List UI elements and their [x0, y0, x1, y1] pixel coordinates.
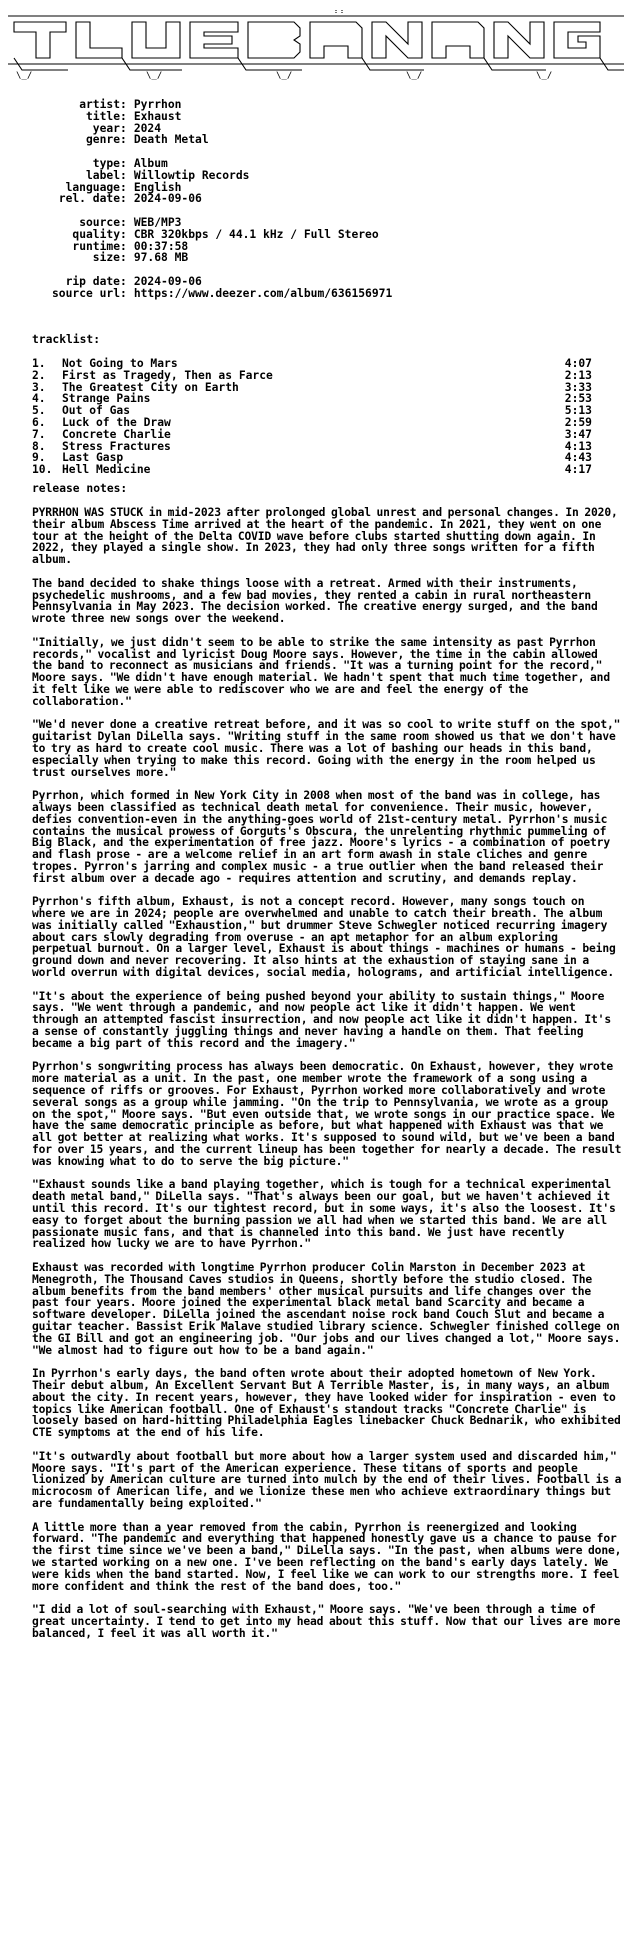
release-notes-title: release notes:	[32, 482, 128, 495]
info-row	[32, 276, 392, 288]
track-number: 2.	[32, 368, 46, 382]
info-row	[32, 217, 392, 229]
track-number: 8.	[32, 439, 46, 453]
info-value: Death Metal	[133, 133, 209, 147]
info-value: Pyrrhon	[133, 98, 182, 111]
info-separator: :	[120, 227, 127, 241]
track-number: 3.	[32, 380, 46, 394]
info-row	[32, 229, 392, 241]
info-key: quality	[72, 227, 120, 241]
notes-paragraph: PYRRHON WAS STUCK in mid-2023 after prolonged global unrest and personal changes. In 2020, their album Abscess Time arrived at the heart of the pandemic. In 2021, they went on one tour at the height of the Delta COVID wave before clubs started shutting down again. In 2022, they played a single show. In 2023, they had only three songs written for a fifth album.	[32, 506, 618, 567]
release-info	[32, 99, 392, 300]
svg-text:\_/: \_/	[536, 71, 553, 80]
notes-paragraph: In Pyrrhon's early days, the band often wrote about their adopted hometown of New York. Their debut album, An Excellent Servant But A Terrible Master, is, in many ways, an album about the city. In recent years, however, they have looked wider for inspiration - even to topics like American football. One of Exhaust's standout tracks "Concrete Charlie" is loosely based on hard-hitting Philadelphia Eagles linebacker Chuck Bednarik, who exhibited CTE symptoms at the end of his life.	[32, 1367, 621, 1440]
track-length: 3:47	[564, 427, 592, 441]
notes-paragraph: A little more than a year removed from the cabin, Pyrrhon is reenergized and looking forward. "The pandemic and everything that happened honestly gave us a chance to pause for the first time since we've been a band," DiLella says. "In the past, when albums were done, we started working on a new one. I've been reflecting on the band's early days lately. We were kids when the band started. Now, I feel like we can work to our strengths more. I feel more confident and think the rest of the band does, too."	[32, 1520, 622, 1593]
notes-paragraph: Pyrrhon's fifth album, Exhaust, is not a concept record. However, many songs touch on where we are in 2024; people are overwhelmed and unable to catch their breath. The album was initially called "Exhaustion," but drummer Steve Schwegler noticed recurring imagery about cars slowly degrading from overuse - an apt metaphor for an album exploring perpetual burnout. On a larger level, Exhaust is about things - machines or humans - being ground down and never recovering. It also hints at the exhaustion of staying sane in a world overrun with digital devices, social media, holograms, and artificial intelligence.	[32, 895, 616, 980]
track-length: 4:17	[564, 463, 592, 477]
info-value: https://www.deezer.com/album/636156971	[133, 286, 393, 300]
notes-paragraph: "Initially, we just didn't seem to be able to strike the same intensity as past Pyrrhon records," vocalist and lyricist Doug Moore says. However, the time in the cabin allowed the band to reconnect as musicians and friends. "It was a turning point for the record," Moore says. "We didn't have enough material. We hadn't spent that much time together, and it felt like we were able to rediscover who we are and feel the energy of the collaboration."	[32, 635, 610, 708]
tracklist	[32, 358, 592, 476]
info-row	[32, 193, 392, 205]
info-separator: :	[120, 109, 127, 123]
notes-paragraph: "It's about the experience of being pushed beyond your ability to sustain things," Moore says. "We went through a pandemic, and now people act like it didn't happen. We went through an attempted fascist insurrection, and now people act like it didn't happen. It's a sense of constantly juggling things and never having a handle on them. That feeling became a big part of this record and the imagery."	[32, 989, 611, 1050]
track-title: First as Tragedy, Then as Farce	[62, 368, 273, 382]
banner-logo	[6, 8, 626, 80]
info-key: genre	[85, 133, 120, 147]
info-row	[32, 158, 392, 170]
info-value: 00:37:58	[133, 239, 189, 253]
track-number: 4.	[32, 392, 46, 406]
track-title: Hell Medicine	[62, 463, 151, 477]
svg-text:\_/: \_/	[276, 71, 293, 80]
notes-paragraph: Pyrrhon, which formed in New York City in 2008 when most of the band was in college, has always been classified as technical death metal for convenience. Their music, however, defies convention-even in the anything-goes world of 21st-century metal. Pyrrhon's music contains the musical prowess of Gorguts's Obscura, the unrelenting rhythmic pummeling of Big Black, and the experimentation of free jazz. Moore's lyrics - a combination of poetry and flash prose - are a welcome relief in an art form awash in stale cliches and genre tropes. Pyrron's jarring and complex music - a true outlier when the band released their first album over a decade ago - requires attention and scrutiny, and demands replay.	[32, 789, 610, 885]
info-row	[32, 288, 392, 300]
info-separator: :	[120, 215, 127, 229]
info-separator: :	[120, 98, 127, 111]
info-key: size	[92, 251, 120, 265]
track-row	[32, 417, 592, 429]
track-title: Concrete Charlie	[62, 427, 171, 441]
track-number: 1.	[32, 357, 46, 370]
info-value: Willowtip Records	[133, 168, 250, 182]
info-separator: :	[120, 286, 127, 300]
info-separator: :	[120, 133, 127, 147]
info-separator: :	[120, 192, 127, 206]
info-value: 2024	[133, 121, 162, 135]
info-key: title	[85, 109, 120, 123]
track-length: 5:13	[564, 404, 592, 418]
info-key: year	[92, 121, 120, 135]
info-row	[32, 241, 392, 253]
notes-paragraph: "Exhaust sounds like a band playing together, which is tough for a technical experimental death metal band," DiLella says. "That's always been our goal, but we haven't achieved it until this record. It's our tightest record, but in some ways, it's also the loosest. It's easy to forget about the burning passion we all had when we started this band. We are all passionate music fans, and that is channeled into this band. We just have recently realized how lucky we are to have Pyrrhon."	[32, 1178, 616, 1251]
info-value: 97.68 MB	[133, 251, 189, 265]
info-key: source url	[51, 286, 120, 300]
info-key: language	[65, 180, 120, 194]
info-key: label	[85, 168, 120, 182]
notes-paragraph: Pyrrhon's songwriting process has always been democratic. On Exhaust, however, they wrote more material as a unit. In the past, one member wrote the framework of a song using a sequence of riffs or grooves. For Exhaust, Pyrrhon worked more collaboratively and wrote several songs as a group while jamming. "On the trip to Pennsylvania, we wrote as a group on the spot," Moore says. "But even outside that, we wrote songs in our practice space. We have the same democratic principle as before, but what happened with Exhaust was that we all got better at realizing what works. It's supposed to sound wild, but we've been a band for over 15 years, and the current lineup has been together for nearly a decade. The result was knowing what to do to serve the big picture."	[32, 1060, 622, 1168]
info-row	[32, 111, 392, 123]
track-number: 6.	[32, 415, 46, 429]
svg-text:\_/: \_/	[146, 71, 163, 80]
svg-text:\_/: \_/	[16, 71, 33, 80]
notes-paragraph: Exhaust was recorded with longtime Pyrrhon producer Colin Marston in December 2023 at Menegroth, The Thousand Caves studios in Queens, shortly before the studio closed. The album benefits from the band members' other musical pursuits and life changes over the past four years. Moore joined the experimental black metal band Scarcity and became a software developer. DiLella joined the ascendant noise rock band Couch Slut and became a guitar teacher. Bassist Erik Malave studied library science. Schwegler finished college on the GI Bill and got an engineering job. "Our jobs and our lives changed a lot," Moore says. "We almost had to figure out how to be a band again."	[32, 1261, 621, 1357]
info-key: runtime	[72, 239, 120, 253]
info-separator: :	[120, 274, 127, 288]
track-title: Strange Pains	[62, 392, 151, 406]
info-separator: :	[120, 180, 127, 194]
info-key: rel. date	[58, 192, 120, 206]
svg-text:\_/: \_/	[406, 71, 423, 80]
info-key: artist	[79, 98, 120, 111]
notes-paragraph: "We'd never done a creative retreat before, and it was so cool to write stuff on the spot," guitarist Dylan DiLella says. "Writing stuff in the same room showed us that we don't have to try as hard to create cool music. There was a lot of bashing our heads in this band, especially when trying to make this record. Going with the energy in the room helped us trust ourselves more."	[32, 718, 621, 779]
track-length: 2:53	[564, 392, 592, 406]
track-row	[32, 429, 592, 441]
info-value: English	[133, 180, 182, 194]
track-title: Last Gasp	[62, 451, 124, 465]
track-length: 3:33	[564, 380, 592, 394]
info-separator: :	[120, 168, 127, 182]
info-value: Album	[133, 156, 168, 170]
track-number: 7.	[32, 427, 46, 441]
info-value: Exhaust	[133, 109, 182, 123]
info-spacer	[32, 146, 392, 158]
release-notes	[32, 507, 622, 1651]
track-length: 4:13	[564, 439, 592, 453]
info-value: WEB/MP3	[133, 215, 182, 229]
tracklist-title: tracklist:	[32, 333, 101, 346]
track-title: Luck of the Draw	[62, 415, 171, 429]
track-length: 4:43	[564, 451, 592, 465]
notes-paragraph: "I did a lot of soul-searching with Exhaust," Moore says. "We've been through a time of great uncertainty. I tend to get into my head about this stuff. Now that our lives are more balanced, I feel it was all worth it."	[32, 1603, 621, 1640]
info-row	[32, 134, 392, 146]
info-separator: :	[120, 251, 127, 265]
track-number: 10.	[32, 463, 53, 477]
track-row	[32, 370, 592, 382]
info-value: 2024-09-06	[133, 274, 202, 288]
info-row	[32, 170, 392, 182]
info-row	[32, 252, 392, 264]
info-separator: :	[120, 239, 127, 253]
track-length: 2:59	[564, 415, 592, 429]
notes-paragraph: The band decided to shake things loose with a retreat. Armed with their instruments, psychedelic mushrooms, and a few bad movies, they rented a cabin in rural northeastern Pennsylvania in May 2023. The decision worked. The creative energy surged, and the band wrote three new songs over the weekend.	[32, 576, 598, 626]
info-key: source	[79, 215, 120, 229]
info-key: rip date	[65, 274, 120, 288]
track-number: 5.	[32, 404, 46, 418]
info-key: type	[92, 156, 120, 170]
info-value: CBR 320kbps / 44.1 kHz / Full Stereo	[133, 227, 379, 241]
track-length: 4:07	[564, 357, 592, 370]
track-title: Not Going to Mars	[62, 357, 178, 370]
notes-paragraph: "It's outwardly about football but more about how a larger system used and discarded him," Moore says. "It's part of the American experience. These titans of sports and people lionized by American culture are turned into mulch by the end of their lives. Football is a microcosm of American life, and we lionize these men who achieve extraordinary things but are fundamentally being exploited."	[32, 1449, 622, 1510]
info-value: 2024-09-06	[133, 192, 202, 206]
info-separator: :	[120, 121, 127, 135]
track-title: The Greatest City on Earth	[62, 380, 239, 394]
track-title: Out of Gas	[62, 404, 131, 418]
info-separator: :	[120, 156, 127, 170]
track-length: 2:13	[564, 368, 592, 382]
track-title: Stress Fractures	[62, 439, 171, 453]
track-row	[32, 464, 592, 476]
track-number: 9.	[32, 451, 46, 465]
